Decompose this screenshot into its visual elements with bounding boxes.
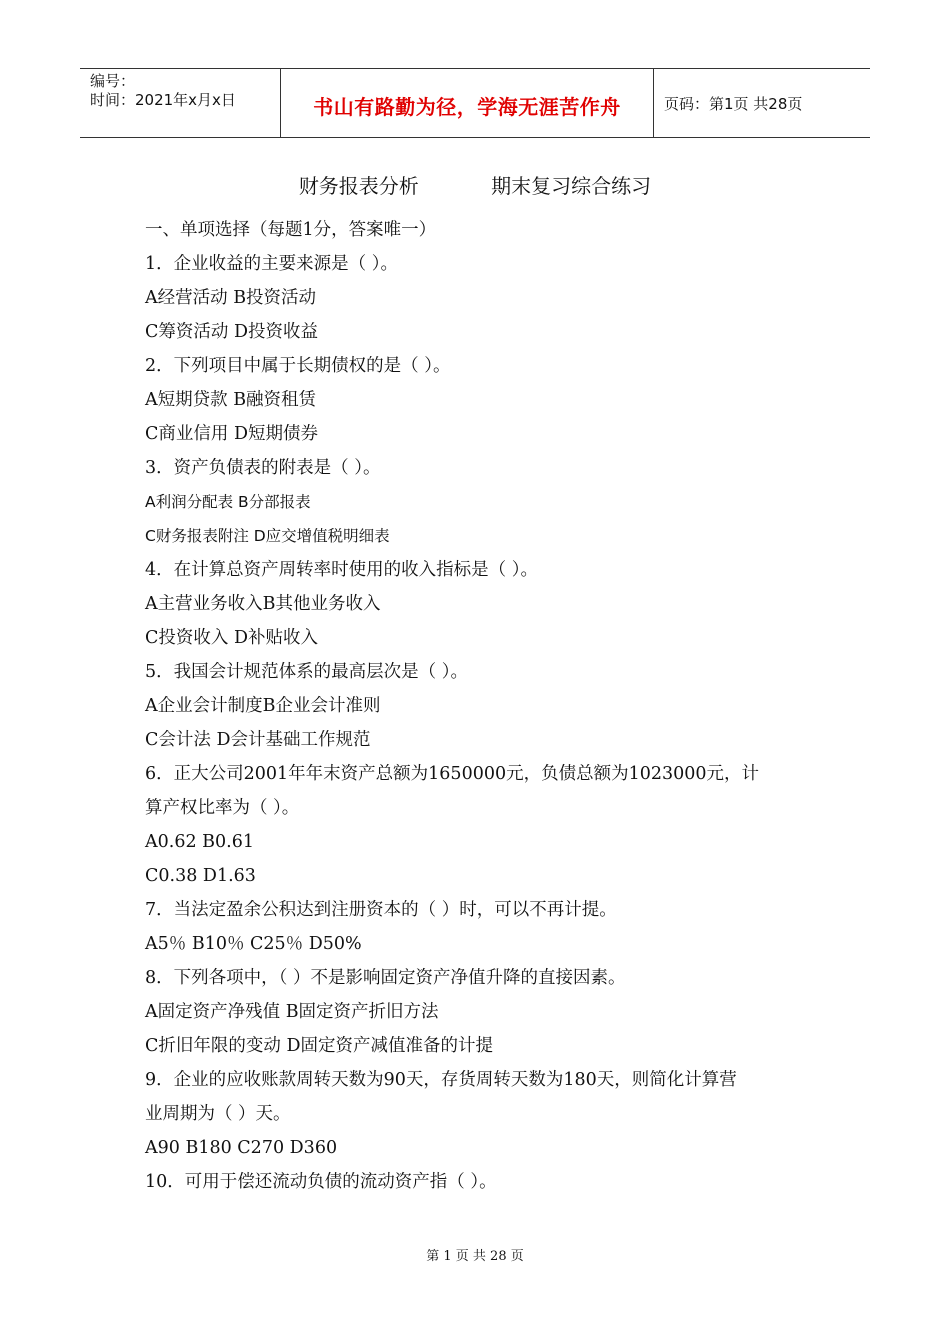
options-line: A企业会计制度B企业会计准则 bbox=[145, 696, 381, 716]
question-10: 10．可用于偿还流动负债的流动资产指（ ）。 bbox=[145, 1172, 497, 1192]
question-3: 3．资产负债表的附表是（ ）。 bbox=[145, 458, 381, 478]
title-right: 期末复习综合练习 bbox=[491, 174, 652, 198]
document-title bbox=[0, 170, 950, 199]
options-line: A90 B180 C270 D360 bbox=[145, 1138, 338, 1158]
question-8: 8．下列各项中，（ ）不是影响固定资产净值升降的直接因素。 bbox=[145, 968, 626, 988]
question-2: 2．下列项目中属于长期债权的是（ ）。 bbox=[145, 356, 451, 376]
page-footer: 第 1 页 共 28 页 bbox=[426, 1249, 524, 1264]
question-9: 9．企业的应收账款周转天数为90天，存货周转天数为180天，则简化计算营 bbox=[145, 1070, 737, 1090]
options-line: C投资收入 D补贴收入 bbox=[145, 628, 318, 648]
page-indicator: 页码：第1页 共28页 bbox=[664, 95, 803, 113]
question-list bbox=[145, 213, 805, 1199]
question-5: 5．我国会计规范体系的最高层次是（ ）。 bbox=[145, 662, 468, 682]
options-line: C0.38 D1.63 bbox=[145, 866, 256, 886]
question-6-continued: 算产权比率为（ ）。 bbox=[145, 798, 300, 818]
header-meta bbox=[80, 69, 280, 137]
motto: 书山有路勤为径，学海无涯苦作舟 bbox=[313, 95, 621, 119]
question-4: 4．在计算总资产周转率时使用的收入指标是（ ）。 bbox=[145, 560, 538, 580]
options-line: A短期贷款 B融资租赁 bbox=[145, 390, 317, 410]
options-line: C折旧年限的变动 D固定资产减值准备的计提 bbox=[145, 1036, 493, 1056]
number-label: 编号： bbox=[90, 72, 136, 90]
options-line: A利润分配表 B分部报表 bbox=[145, 493, 311, 511]
options-line: A0.62 B0.61 bbox=[145, 832, 254, 852]
time-label: 时间：2021年x月x日 bbox=[90, 91, 236, 109]
header-motto-cell bbox=[280, 69, 654, 137]
question-9-continued: 业周期为（ ）天。 bbox=[145, 1104, 291, 1124]
question-6: 6．正大公司2001年年末资产总额为1650000元，负债总额为1023000元，计 bbox=[145, 764, 760, 784]
question-1: 1．企业收益的主要来源是（ ）。 bbox=[145, 254, 398, 274]
title-left: 财务报表分析 bbox=[298, 174, 419, 198]
options-line: C筹资活动 D投资收益 bbox=[145, 322, 318, 342]
options-line: A5％ B10％ C25％ D50% bbox=[145, 934, 362, 954]
options-line: C商业信用 D短期债券 bbox=[145, 424, 318, 444]
options-line: A固定资产净残值 B固定资产折旧方法 bbox=[145, 1002, 439, 1022]
page-header bbox=[80, 68, 870, 138]
options-line: C财务报表附注 D应交增值税明细表 bbox=[145, 527, 390, 545]
question-7: 7．当法定盈余公积达到注册资本的（ ）时，可以不再计提。 bbox=[145, 900, 617, 920]
section-heading: 一、单项选择（每题1分，答案唯一） bbox=[145, 220, 437, 240]
options-line: A经营活动 B投资活动 bbox=[145, 288, 317, 308]
options-line: C会计法 D会计基础工作规范 bbox=[145, 730, 371, 750]
options-line: A主营业务收入B其他业务收入 bbox=[145, 594, 381, 614]
